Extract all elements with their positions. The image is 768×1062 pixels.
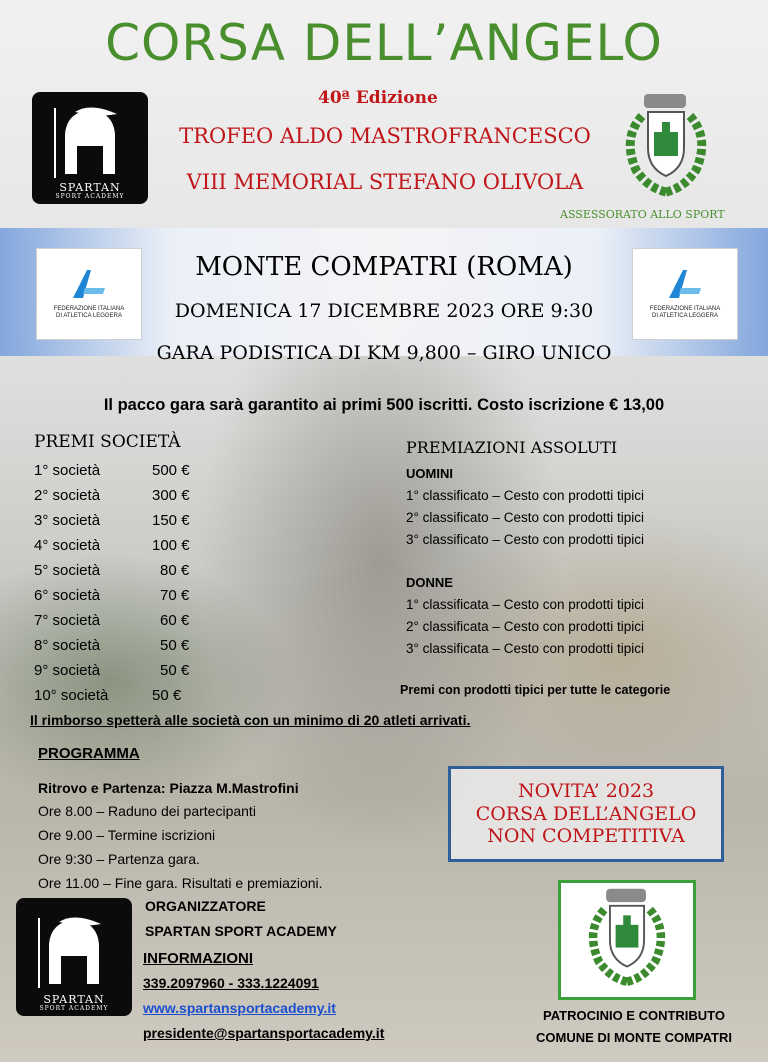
societa-row: 6° società 70 € bbox=[34, 587, 190, 604]
uomini-heading: UOMINI bbox=[406, 466, 453, 481]
novita-line-2: CORSA DELL’ANGELO bbox=[475, 802, 697, 825]
societa-row: 5° società 80 € bbox=[34, 562, 190, 579]
societa-row: 8° società 50 € bbox=[34, 637, 190, 654]
spartan-logo-top bbox=[32, 92, 148, 204]
uomini-row: 2° classificato – Cesto con prodotti tipici bbox=[406, 510, 645, 525]
fidal-text-right: FEDERAZIONE ITALIANA DI ATLETICA LEGGERA bbox=[649, 305, 721, 319]
societa-row: 7° società 60 € bbox=[34, 612, 190, 629]
spartan-helmet-icon bbox=[29, 912, 119, 994]
societa-row: 9° società 50 € bbox=[34, 662, 190, 679]
event-datetime: DOMENICA 17 DICEMBRE 2023 ORE 9:30 bbox=[174, 300, 594, 322]
novita-line-3: NON COMPETITIVA bbox=[487, 825, 685, 848]
uomini-row: 1° classificato – Cesto con prodotti tipici bbox=[406, 488, 645, 503]
donne-row: 2° classificata – Cesto con prodotti tipici bbox=[406, 619, 645, 634]
phone-numbers[interactable]: 339.2097960 - 333.1224091 bbox=[143, 975, 319, 991]
fidal-icon bbox=[69, 268, 109, 300]
spartan-logo-subtext: SPORT ACADEMY bbox=[39, 1004, 109, 1012]
rimborso-note: Il rimborso spetterà alle società con un minimo di 20 atleti arrivati. bbox=[30, 712, 471, 728]
ritrovo-text: Ritrovo e Partenza: Piazza M.Mastrofini bbox=[38, 780, 299, 796]
premiazioni-heading: PREMIAZIONI ASSOLUTI bbox=[406, 438, 618, 457]
website-link[interactable]: www.spartansportacademy.it bbox=[143, 1000, 336, 1016]
uomini-row: 3° classificato – Cesto con prodotti tipici bbox=[406, 532, 645, 547]
spartan-helmet-icon bbox=[45, 104, 135, 182]
fidal-text-left: FEDERAZIONE ITALIANA DI ATLETICA LEGGERA bbox=[53, 305, 125, 319]
municipal-crest-icon bbox=[572, 886, 682, 994]
comune-crest-box bbox=[558, 880, 696, 1000]
societa-row: 1° società 500 € bbox=[34, 462, 190, 479]
societa-row: 2° società 300 € bbox=[34, 487, 190, 504]
organizzatore-heading: ORGANIZZATORE bbox=[145, 898, 266, 914]
fidal-icon bbox=[665, 268, 705, 300]
premi-tipici-note: Premi con prodotti tipici per tutte le categorie bbox=[400, 683, 671, 697]
email-link[interactable]: presidente@spartansportacademy.it bbox=[143, 1025, 385, 1041]
societa-row: 10° società 50 € bbox=[34, 687, 182, 704]
fidal-logo-left bbox=[36, 248, 142, 340]
spartan-logo-bottom bbox=[16, 898, 132, 1016]
fidal-logo-right bbox=[632, 248, 738, 340]
spartan-logo-subtext: SPORT ACADEMY bbox=[55, 192, 125, 200]
assessorato-label: ASSESSORATO ALLO SPORT bbox=[560, 208, 725, 221]
programma-item: Ore 11.00 – Fine gara. Risultati e premiazioni. bbox=[38, 875, 323, 891]
edition-label: 40ª Edizione bbox=[318, 88, 438, 108]
memorial-label: VIII MEMORIAL STEFANO OLIVOLA bbox=[186, 170, 584, 194]
patrocinio-line-1: PATROCINIO E CONTRIBUTO bbox=[543, 1008, 725, 1023]
informazioni-heading: INFORMAZIONI bbox=[143, 950, 253, 967]
donne-heading: DONNE bbox=[406, 575, 453, 590]
spartan-logo-text: SPARTAN bbox=[59, 180, 121, 194]
societa-row: 4° società 100 € bbox=[34, 537, 190, 554]
novita-line-1: NOVITA’ 2023 bbox=[517, 779, 655, 802]
comune-crest-top bbox=[608, 92, 724, 204]
programma-item: Ore 9:30 – Partenza gara. bbox=[38, 851, 200, 867]
programma-heading: PROGRAMMA bbox=[38, 745, 140, 762]
poster-title: CORSA DELL’ANGELO bbox=[105, 14, 663, 72]
novita-box bbox=[448, 766, 724, 862]
municipal-crest-icon bbox=[608, 92, 724, 204]
patrocinio-line-2: COMUNE DI MONTE COMPATRI bbox=[536, 1030, 732, 1045]
trofeo-label: TROFEO ALDO MASTROFRANCESCO bbox=[179, 124, 591, 148]
programma-item: Ore 8.00 – Raduno dei partecipanti bbox=[38, 803, 256, 819]
event-location: MONTE COMPATRI (ROMA) bbox=[195, 252, 573, 282]
event-race: GARA PODISTICA DI KM 9,800 – GIRO UNICO bbox=[156, 342, 612, 364]
pacco-gara-text: Il pacco gara sarà garantito ai primi 500 iscritti. Costo iscrizione € 13,00 bbox=[103, 396, 665, 414]
donne-row: 3° classificata – Cesto con prodotti tipici bbox=[406, 641, 645, 656]
donne-row: 1° classificata – Cesto con prodotti tipici bbox=[406, 597, 645, 612]
organizzatore-name: SPARTAN SPORT ACADEMY bbox=[145, 923, 337, 939]
societa-row: 3° società 150 € bbox=[34, 512, 190, 529]
programma-item: Ore 9.00 – Termine iscrizioni bbox=[38, 827, 216, 843]
premi-societa-heading: PREMI SOCIETÀ bbox=[34, 432, 181, 452]
spartan-logo-text: SPARTAN bbox=[43, 992, 105, 1006]
